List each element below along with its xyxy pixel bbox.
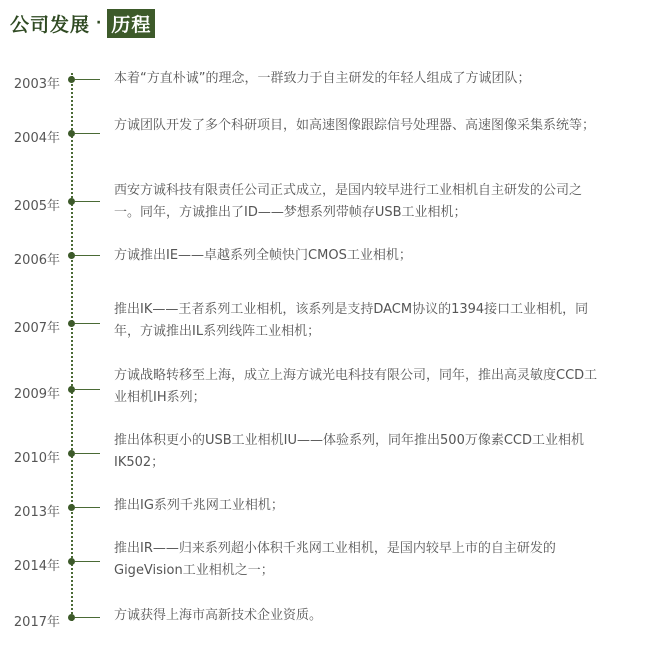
timeline-connector xyxy=(75,323,100,324)
timeline-dot xyxy=(68,504,75,511)
timeline-year: 2017年 xyxy=(13,615,60,630)
page-title xyxy=(10,9,155,37)
title-history-badge: 历程 xyxy=(107,9,155,38)
timeline-text: 推出体积更小的USB工业相机IU——体验系列，同年推出500万像素CCD工业相机IK502； xyxy=(114,433,585,470)
timeline-year: 2010年 xyxy=(13,451,60,466)
timeline-dot xyxy=(68,76,75,83)
timeline-text: 方诚获得上海市高新技术企业资质。 xyxy=(114,608,323,623)
timeline-dot xyxy=(68,252,75,259)
timeline-dot xyxy=(68,558,75,565)
timeline-connector xyxy=(75,453,100,454)
timeline-dot xyxy=(68,320,75,327)
timeline-dot xyxy=(68,198,75,205)
timeline-year: 2003年 xyxy=(13,77,60,92)
timeline-connector xyxy=(75,617,100,618)
timeline-dot xyxy=(68,130,75,137)
title-separator: · xyxy=(96,15,102,31)
timeline-connector xyxy=(75,201,100,202)
timeline-year: 2013年 xyxy=(13,505,60,520)
timeline-connector xyxy=(75,389,100,390)
timeline-text: 西安方诚科技有限责任公司正式成立，是国内较早进行工业相机自主研发的公司之一。同年，方诚推出了ID——梦想系列带帧存USB工业相机； xyxy=(114,183,583,220)
timeline-year: 2014年 xyxy=(13,559,60,574)
title-company: 公司发展 xyxy=(10,13,91,36)
timeline-connector xyxy=(75,255,100,256)
timeline-dot xyxy=(68,450,75,457)
timeline-year: 2006年 xyxy=(13,253,60,268)
timeline-connector xyxy=(75,79,100,80)
timeline-text: 推出IG系列千兆网工业相机； xyxy=(114,498,284,513)
timeline-text: 方诚团队开发了多个科研项目，如高速图像跟踪信号处理器、高速图像采集系统等； xyxy=(114,118,596,133)
timeline-axis xyxy=(71,73,73,621)
timeline-dot xyxy=(68,386,75,393)
timeline-text: 方诚战略转移至上海，成立上海方诚光电科技有限公司，同年，推出高灵敏度CCD工业相机IH系列； xyxy=(114,368,598,405)
timeline-text: 推出IK——王者系列工业相机，该系列是支持DACM协议的1394接口工业相机，同年，方诚推出IL系列线阵工业相机； xyxy=(114,302,589,339)
timeline-year: 2005年 xyxy=(13,199,60,214)
timeline-text: 方诚推出IE——卓越系列全帧快门CMOS工业相机； xyxy=(114,248,412,263)
timeline-text: 推出IR——归来系列超小体积千兆网工业相机，是国内较早上市的自主研发的GigeVision工业相机之一； xyxy=(114,541,556,578)
timeline-connector xyxy=(75,133,100,134)
timeline-year: 2009年 xyxy=(13,387,60,402)
timeline-year: 2007年 xyxy=(13,321,60,336)
timeline-text: 本着“方直朴诚”的理念，一群致力于自主研发的年轻人组成了方诚团队； xyxy=(114,71,531,86)
timeline-year: 2004年 xyxy=(13,131,60,146)
timeline-connector xyxy=(75,561,100,562)
timeline-connector xyxy=(75,507,100,508)
timeline-dot xyxy=(68,614,75,621)
